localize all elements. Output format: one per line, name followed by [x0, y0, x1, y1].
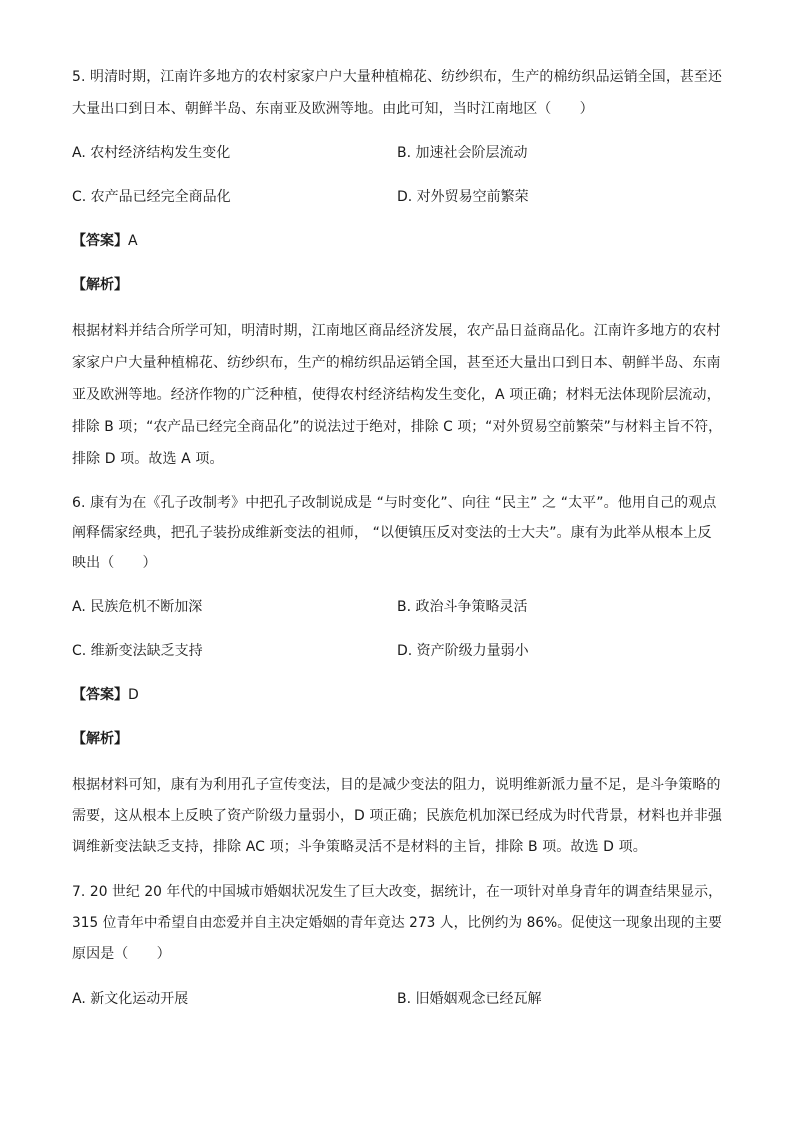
- q5-option-a: A. 农村经济结构发生变化: [72, 145, 231, 161]
- q6-option-d: D. 资产阶级力量弱小: [397, 643, 529, 659]
- q5-analysis-line-1: 根据材料并结合所学可知，明清时期，江南地区商品经济发展，农产品日益商品化。江南许多地方的农村: [72, 323, 721, 339]
- q5-option-c: C. 农产品已经完全商品化: [72, 189, 231, 205]
- q5-analysis-line-3: 亚及欧洲等地。经济作物的广泛种植，使得农村经济结构发生变化，A 项正确；材料无法体现阶层流动，: [72, 387, 721, 403]
- q6-analysis-label: 【解析】: [72, 731, 128, 747]
- q6-stem-line-3: 映出（ ）: [72, 555, 157, 571]
- q7-option-a: A. 新文化运动开展: [72, 991, 189, 1007]
- q5-stem-line-1: 5. 明清时期，江南许多地方的农村家家户户大量种植棉花、纺纱织布，生产的棉纺织品运销全国，甚至还: [72, 69, 722, 85]
- q5-option-d: D. 对外贸易空前繁荣: [397, 189, 529, 205]
- q6-stem-line-1: 6. 康有为在《孔子改制考》中把孔子改制说成是 “与时变化”、向往 “民主” 之 “太平”。他用自己的观点: [72, 495, 717, 511]
- q6-option-b: B. 政治斗争策略灵活: [397, 599, 528, 615]
- q6-answer: [72, 685, 139, 705]
- q5-analysis-label: 【解析】: [72, 277, 128, 293]
- q6-answer-label: 【答案】: [72, 687, 128, 703]
- q5-answer-value: A: [128, 233, 138, 249]
- q5-analysis-line-2: 家家户户大量种植棉花、纺纱织布，生产的棉纺织品运销全国，甚至还大量出口到日本、朝鲜半岛、东南: [72, 355, 721, 371]
- q7-stem-line-1: 7. 20 世纪 20 年代的中国城市婚姻状况发生了巨大改变，据统计，在一项针对单身青年的调查结果显示，: [72, 884, 723, 900]
- q6-option-c: C. 维新变法缺乏支持: [72, 643, 203, 659]
- q5-option-b: B. 加速社会阶层流动: [397, 145, 528, 161]
- q6-analysis-line-2: 需要，这从根本上反映了资产阶级力量弱小，D 项正确；民族危机加深已经成为时代背景，材料也并非强: [72, 808, 722, 824]
- q6-option-a: A. 民族危机不断加深: [72, 599, 203, 615]
- q6-stem-line-2: 阐释儒家经典，把孔子装扮成维新变法的祖师， “以便镇压反对变法的士大夫”。康有为此举从根本上反: [72, 525, 712, 541]
- q6-analysis-line-3: 调维新变法缺乏支持，排除 AC 项；斗争策略灵活不是材料的主旨，排除 B 项。故选 D 项。: [72, 839, 647, 855]
- q5-analysis-line-5: 排除 D 项。故选 A 项。: [72, 451, 224, 467]
- q5-stem-line-2: 大量出口到日本、朝鲜半岛、东南亚及欧洲等地。由此可知，当时江南地区（ ）: [72, 101, 594, 117]
- q5-answer: [72, 231, 138, 251]
- q6-answer-value: D: [128, 687, 139, 703]
- q5-analysis-line-4: 排除 B 项；“农产品已经完全商品化”的说法过于绝对，排除 C 项；“对外贸易空前繁荣”与材料主旨不符，: [72, 419, 723, 435]
- q7-option-b: B. 旧婚姻观念已经瓦解: [397, 991, 542, 1007]
- q5-answer-label: 【答案】: [72, 233, 128, 249]
- q7-stem-line-3: 原因是（ ）: [72, 946, 171, 962]
- q7-stem-line-2: 315 位青年中希望自由恋爱并自主决定婚姻的青年竟达 273 人，比例约为 86%。促使这一现象出现的主要: [72, 915, 722, 931]
- q6-analysis-line-1: 根据材料可知，康有为利用孔子宣传变法，目的是减少变法的阻力，说明维新派力量不足，是斗争策略的: [72, 777, 721, 793]
